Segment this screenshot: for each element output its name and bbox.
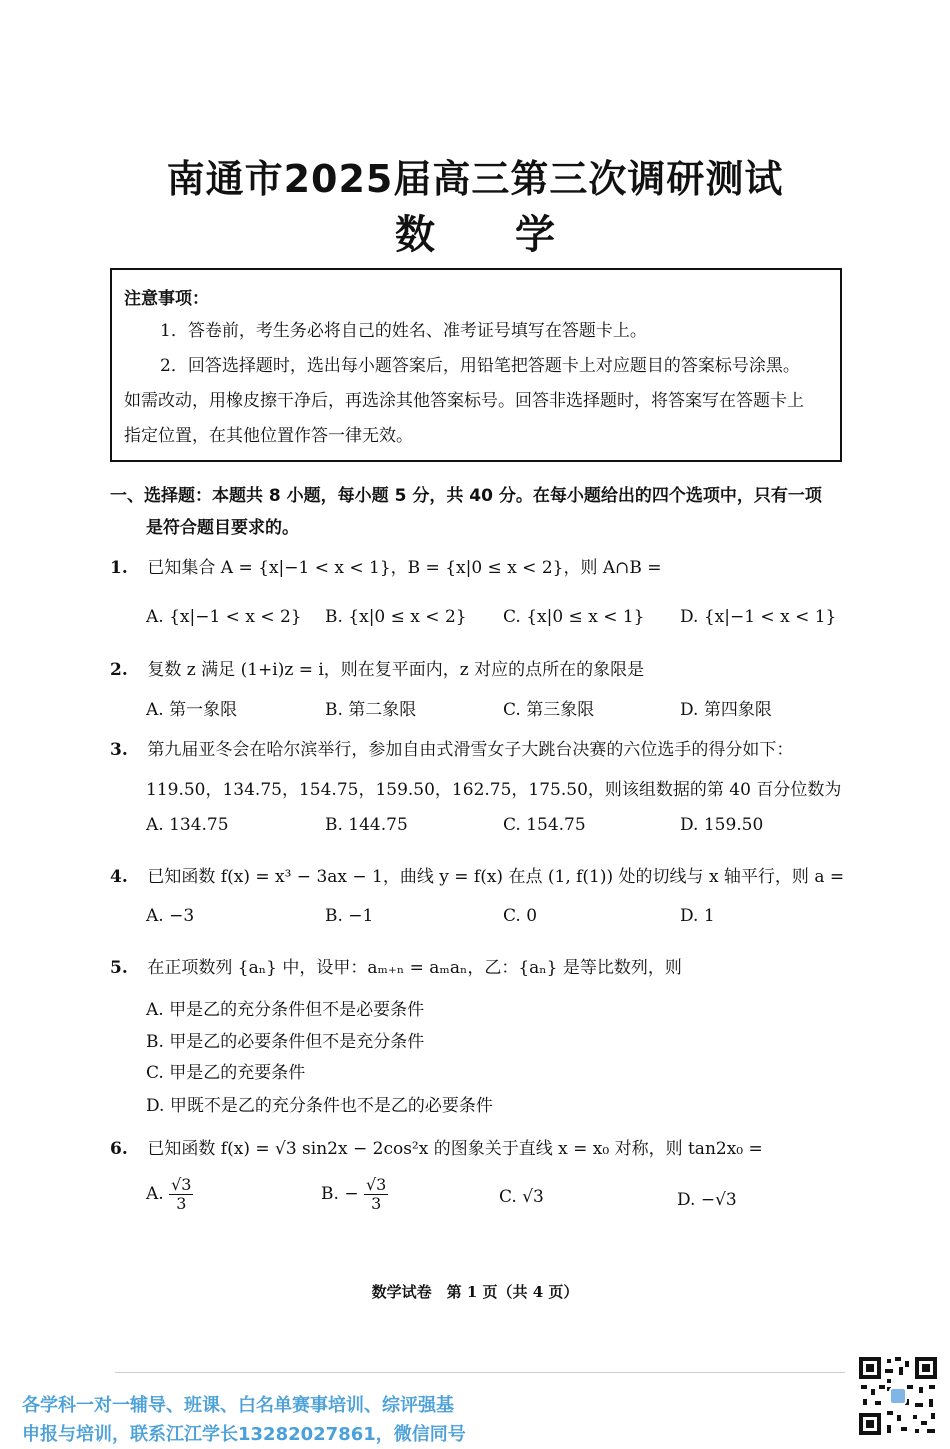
option-a: A. −3 bbox=[146, 906, 195, 926]
option-label: C. bbox=[499, 1187, 517, 1207]
question-2 bbox=[110, 655, 850, 680]
fraction bbox=[364, 1176, 388, 1213]
question-number: 5. bbox=[110, 958, 128, 978]
notice-box bbox=[110, 268, 842, 462]
notice-heading: 注意事项： bbox=[124, 289, 209, 309]
question-number: 6. bbox=[110, 1139, 128, 1159]
question-stem: 已知集合 A = {x|−1 < x < 1}，B = {x|0 ≤ x < 2}，则 A∩B = bbox=[147, 558, 662, 578]
option-b: B. 144.75 bbox=[325, 815, 408, 835]
option-label: D. bbox=[677, 1190, 696, 1210]
option-b bbox=[321, 1176, 388, 1213]
option-c: C. 0 bbox=[503, 906, 538, 926]
option-b: B. 甲是乙的必要条件但不是充分条件 bbox=[146, 1032, 425, 1052]
option-a: A. 甲是乙的充分条件但不是必要条件 bbox=[146, 1000, 425, 1020]
fraction-denominator: 3 bbox=[176, 1194, 187, 1213]
question-stem: 第九届亚冬会在哈尔滨举行，参加自由式滑雪女子大跳台决赛的六位选手的得分如下： bbox=[147, 740, 794, 760]
option-d: D. {x|−1 < x < 1} bbox=[680, 607, 837, 627]
question-stem: 复数 z 满足 (1+i)z = i，则在复平面内，z 对应的点所在的象限是 bbox=[147, 660, 645, 680]
option-a: A. 134.75 bbox=[146, 815, 229, 835]
section-line-2: 是符合题目要求的。 bbox=[146, 518, 299, 538]
option-a: A. 第一象限 bbox=[146, 700, 238, 720]
option-value: √3 bbox=[522, 1187, 544, 1207]
fraction-numerator: √3 bbox=[365, 1175, 387, 1194]
question-number: 4. bbox=[110, 867, 128, 887]
question-4 bbox=[110, 862, 850, 887]
ad-line-1: 各学科一对一辅导、班课、白名单赛事培训、综评强基 bbox=[22, 1395, 454, 1416]
notice-item-2-cont: 如需改动，用橡皮擦干净后，再选涂其他答案标号。回答非选择题时，将答案写在答题卡上 bbox=[124, 391, 804, 411]
option-label: A. bbox=[146, 1184, 164, 1204]
exam-title: 南通市2025届高三第三次调研测试 bbox=[166, 157, 784, 201]
qr-code-icon bbox=[857, 1355, 939, 1437]
question-6 bbox=[110, 1134, 850, 1159]
option-c: C. 甲是乙的充要条件 bbox=[146, 1063, 306, 1083]
fraction bbox=[169, 1176, 193, 1213]
option-label: B. bbox=[321, 1184, 339, 1204]
option-sign: − bbox=[344, 1184, 359, 1204]
option-a bbox=[146, 1176, 193, 1213]
question-1 bbox=[110, 553, 850, 578]
option-d: D. 甲既不是乙的充分条件也不是乙的必要条件 bbox=[146, 1096, 493, 1116]
option-d: D. 第四象限 bbox=[680, 700, 772, 720]
fraction-numerator: √3 bbox=[171, 1175, 192, 1194]
question-number: 2. bbox=[110, 660, 128, 680]
ad-line-2: 申报与培训，联系江江学长13282027861，微信同号 bbox=[22, 1424, 466, 1445]
question-stem: 已知函数 f(x) = √3 sin2x − 2cos²x 的图象关于直线 x = x₀ 对称，则 tan2x₀ = bbox=[147, 1139, 763, 1159]
option-c: C. 第三象限 bbox=[503, 700, 595, 720]
page-footer: 数学试卷 第 1 页（共 4 页） bbox=[371, 1283, 579, 1301]
option-c: C. {x|0 ≤ x < 1} bbox=[503, 607, 645, 627]
option-b: B. {x|0 ≤ x < 2} bbox=[325, 607, 467, 627]
notice-item-2-end: 指定位置，在其他位置作答一律无效。 bbox=[124, 426, 413, 446]
option-d bbox=[677, 1190, 737, 1210]
subject-title: 数学 bbox=[395, 212, 635, 258]
section-line-1: 一、选择题：本题共 8 小题，每小题 5 分，共 40 分。在每小题给出的四个选项中，只有一项 bbox=[110, 486, 822, 506]
notice-item-2: 2．回答选择题时，选出每小题答案后，用铅笔把答题卡上对应题目的答案标号涂黑。 bbox=[160, 356, 800, 376]
question-number: 3. bbox=[110, 740, 128, 760]
option-a: A. {x|−1 < x < 2} bbox=[146, 607, 302, 627]
question-3 bbox=[110, 735, 850, 760]
option-value: −√3 bbox=[700, 1190, 737, 1210]
option-d: D. 1 bbox=[680, 906, 715, 926]
question-stem: 已知函数 f(x) = x³ − 3ax − 1，曲线 y = f(x) 在点 (1, f(1)) 处的切线与 x 轴平行，则 a = bbox=[147, 867, 845, 887]
divider bbox=[115, 1372, 845, 1373]
question-3-data: 119.50，134.75，154.75，159.50，162.75，175.50，则该组数据的第 40 百分位数为 bbox=[146, 780, 842, 800]
section-heading bbox=[110, 480, 840, 544]
notice-item-1: 1．答卷前，考生务必将自己的姓名、准考证号填写在答题卡上。 bbox=[160, 321, 647, 341]
option-c bbox=[499, 1187, 544, 1207]
question-5 bbox=[110, 953, 850, 978]
option-d: D. 159.50 bbox=[680, 815, 764, 835]
fraction-denominator: 3 bbox=[371, 1194, 382, 1213]
option-c: C. 154.75 bbox=[503, 815, 586, 835]
option-b: B. 第二象限 bbox=[325, 700, 417, 720]
question-number: 1. bbox=[110, 558, 128, 578]
option-b: B. −1 bbox=[325, 906, 374, 926]
question-stem: 在正项数列 {aₙ} 中，设甲：aₘ₊ₙ = aₘaₙ，乙：{aₙ} 是等比数列，则 bbox=[147, 958, 682, 978]
